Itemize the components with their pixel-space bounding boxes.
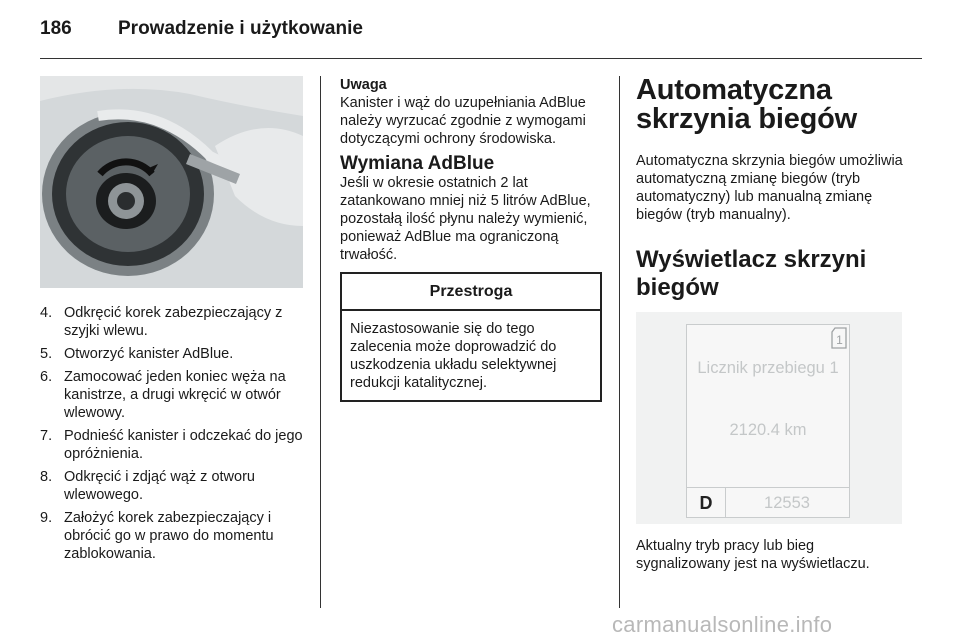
left-column (40, 76, 305, 568)
right-column (636, 76, 904, 573)
gear-indicator: D (687, 488, 726, 518)
list-item: 4. Odkręcić korek zabezpieczający z szyjki wlewu. (40, 305, 283, 339)
header-rule (40, 58, 922, 59)
caution-text: Niezastosowanie się do tego zalecenia może doprowadzić do uszkodzenia układu selektywnej redukcji katalitycznej. (350, 321, 557, 391)
paragraph: Jeśli w okresie ostatnich 2 lat zatankowano mniej niż 5 litrów AdBlue, pozostałą ilość płynu należy wymienić, ponieważ AdBlue ma ograniczoną trwałość. (340, 175, 591, 263)
list-item: 8. Odkręcić i zdjąć wąż z otworu wlewowego. (40, 469, 255, 503)
list-item: 7. Podnieść kanister i odczekać do jego opróżnienia. (40, 428, 303, 462)
display-frame (686, 324, 850, 518)
note-text: Kanister i wąż do uzupełniania AdBlue należy wyrzucać zgodnie z wymogami dotyczącymi ochrony środowiska. (340, 95, 586, 147)
section-title: Prowadzenie i użytkowanie (118, 18, 363, 39)
trip-badge-icon (831, 327, 847, 349)
intro-paragraph: Automatyczna skrzynia biegów umożliwia automatyczną zmianę biegów (tryb automatyczny) lub manualną zmianę biegów (tryb manualny). (636, 153, 903, 223)
middle-column (340, 76, 602, 402)
watermark: carmanualsonline.info (612, 612, 833, 637)
note-heading: Uwaga (340, 77, 387, 93)
odometer-value: 12553 (764, 494, 810, 512)
section-heading: Wymiana AdBlue (340, 153, 495, 174)
display-caption: Aktualny tryb pracy lub bieg sygnalizowany jest na wyświetlaczu. (636, 538, 870, 572)
fuel-filler-photo (40, 76, 303, 288)
list-item: 5. Otworzyć kanister AdBlue. (40, 346, 234, 362)
transmission-display-illustration (636, 312, 902, 524)
subsection-heading: Wyświetlacz skrzyni biegów (636, 246, 867, 301)
list-item: 9. Założyć korek zabezpieczający i obrócić go w prawo do momentu zablokowania. (40, 510, 274, 562)
display-title: Licznik przebiegu 1 (697, 359, 839, 377)
page-number: 186 (40, 18, 72, 39)
list-item: 6. Zamocować jeden koniec węża na kanistrze, a drugi wkręcić w otwór wlewowy. (40, 369, 286, 421)
column-divider-1 (320, 76, 321, 608)
page-title: Automatyczna skrzynia biegów (636, 74, 858, 135)
instruction-steps (40, 304, 305, 563)
page-header (40, 18, 363, 40)
caution-title: Przestroga (342, 274, 600, 311)
svg-text:1: 1 (836, 333, 843, 347)
display-bottom-row (687, 487, 849, 518)
caution-box (340, 272, 602, 402)
column-divider-2 (619, 76, 620, 608)
display-distance: 2120.4 km (729, 421, 807, 439)
